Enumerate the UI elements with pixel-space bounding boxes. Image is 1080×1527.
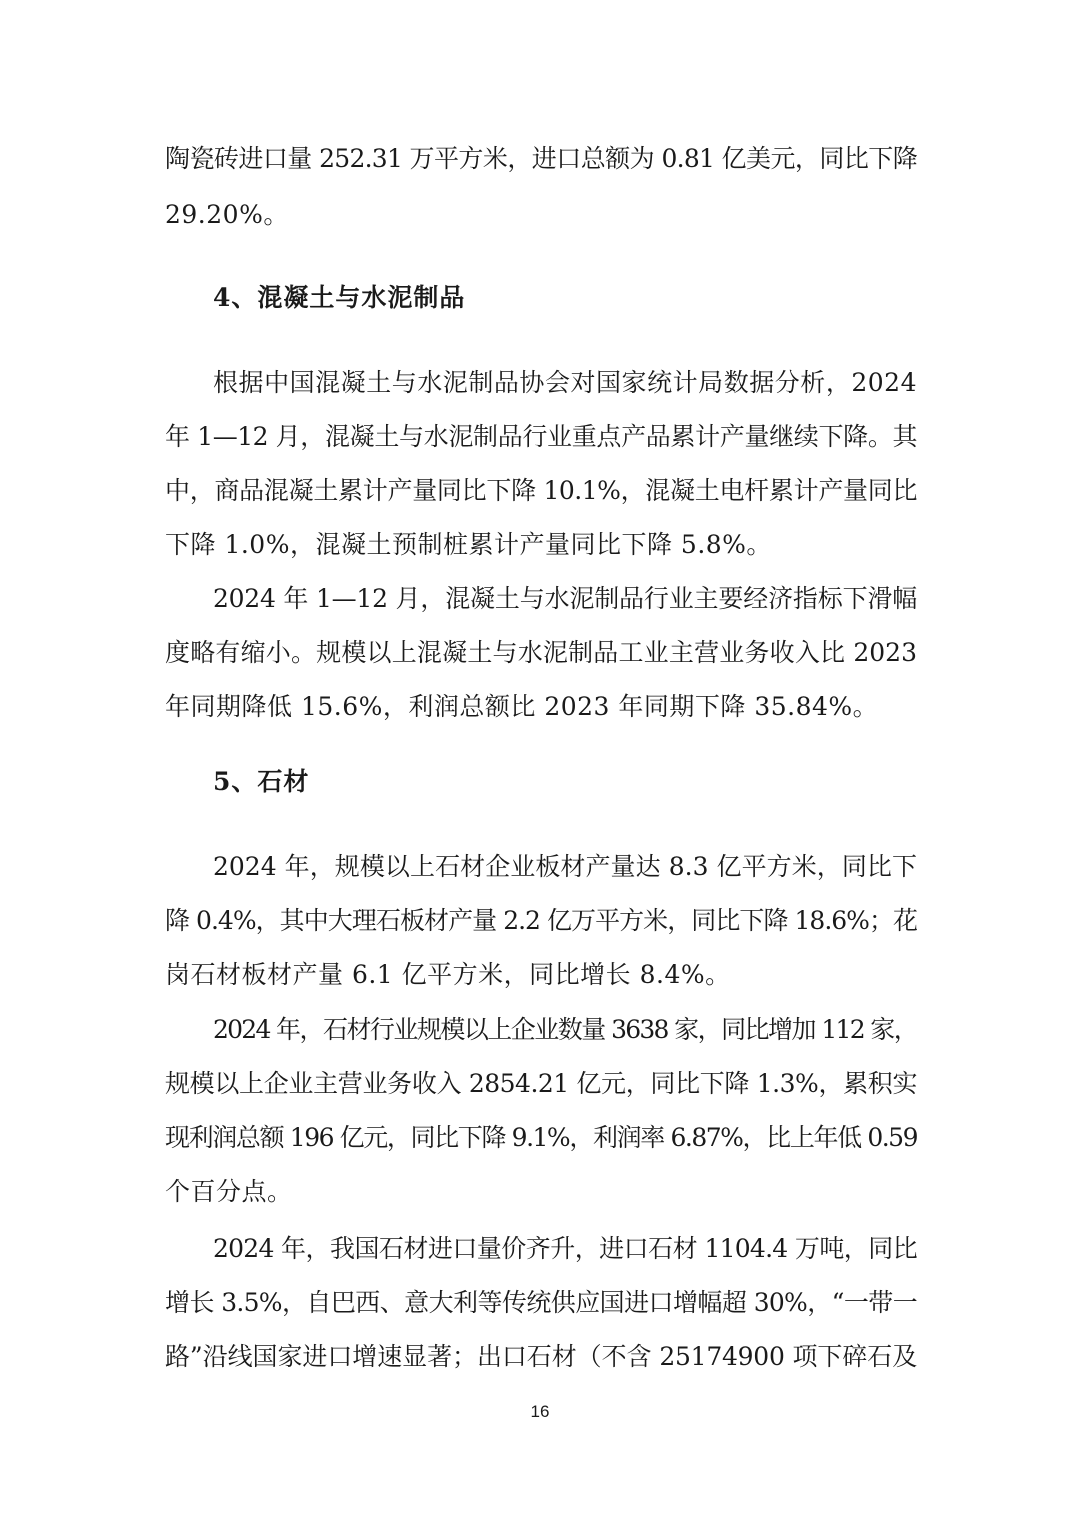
paragraph-line: 陶瓷砖进口量 252.31 万平方米，进口总额为 0.81 亿美元，同比下降 [165,144,917,173]
section-heading-4: 4、混凝土与水泥制品 [213,283,466,312]
paragraph-line: 现利润总额 196 亿元，同比下降 9.1%，利润率 6.87%，比上年低 0.59 [165,1123,917,1152]
paragraph-line: 2024 年，我国石材进口量价齐升，进口石材 1104.4 万吨，同比 [213,1234,917,1263]
paragraph-line: 规模以上企业主营业务收入 2854.21 亿元，同比下降 1.3%，累积实 [165,1069,917,1098]
paragraph-line: 路”沿线国家进口增速显著；出口石材（不含 25174900 项下碎石及 [165,1342,917,1371]
paragraph-line: 2024 年 1—12 月，混凝土与水泥制品行业主要经济指标下滑幅 [213,584,917,613]
paragraph-line: 增长 3.5%，自巴西、意大利等传统供应国进口增幅超 30%，“一带一 [165,1288,917,1317]
paragraph-line: 2024 年，石材行业规模以上企业数量 3638 家，同比增加 112 家， [213,1015,917,1044]
paragraph-line: 2024 年，规模以上石材企业板材产量达 8.3 亿平方米，同比下 [213,852,917,881]
paragraph-line: 年同期降低 15.6%，利润总额比 2023 年同期下降 35.84%。 [165,692,879,721]
paragraph-line: 中，商品混凝土累计产量同比下降 10.1%，混凝土电杆累计产量同比 [165,476,917,505]
page-number: 16 [530,1402,550,1421]
paragraph-line: 下降 1.0%，混凝土预制桩累计产量同比下降 5.8%。 [165,530,772,559]
paragraph-line: 个百分点。 [165,1177,293,1206]
paragraph-line: 岗石材板材产量 6.1 亿平方米，同比增长 8.4%。 [165,960,731,989]
paragraph-line: 降 0.4%，其中大理石板材产量 2.2 亿万平方米，同比下降 18.6%；花 [165,906,917,935]
paragraph-line: 年 1—12 月，混凝土与水泥制品行业重点产品累计产量继续下降。其 [165,422,917,451]
paragraph-line: 29.20%。 [165,200,289,229]
section-heading-5: 5、石材 [213,767,310,796]
paragraph-line: 度略有缩小。规模以上混凝土与水泥制品工业主营业务收入比 2023 [165,638,917,667]
paragraph-line: 根据中国混凝土与水泥制品协会对国家统计局数据分析，2024 [213,368,917,397]
